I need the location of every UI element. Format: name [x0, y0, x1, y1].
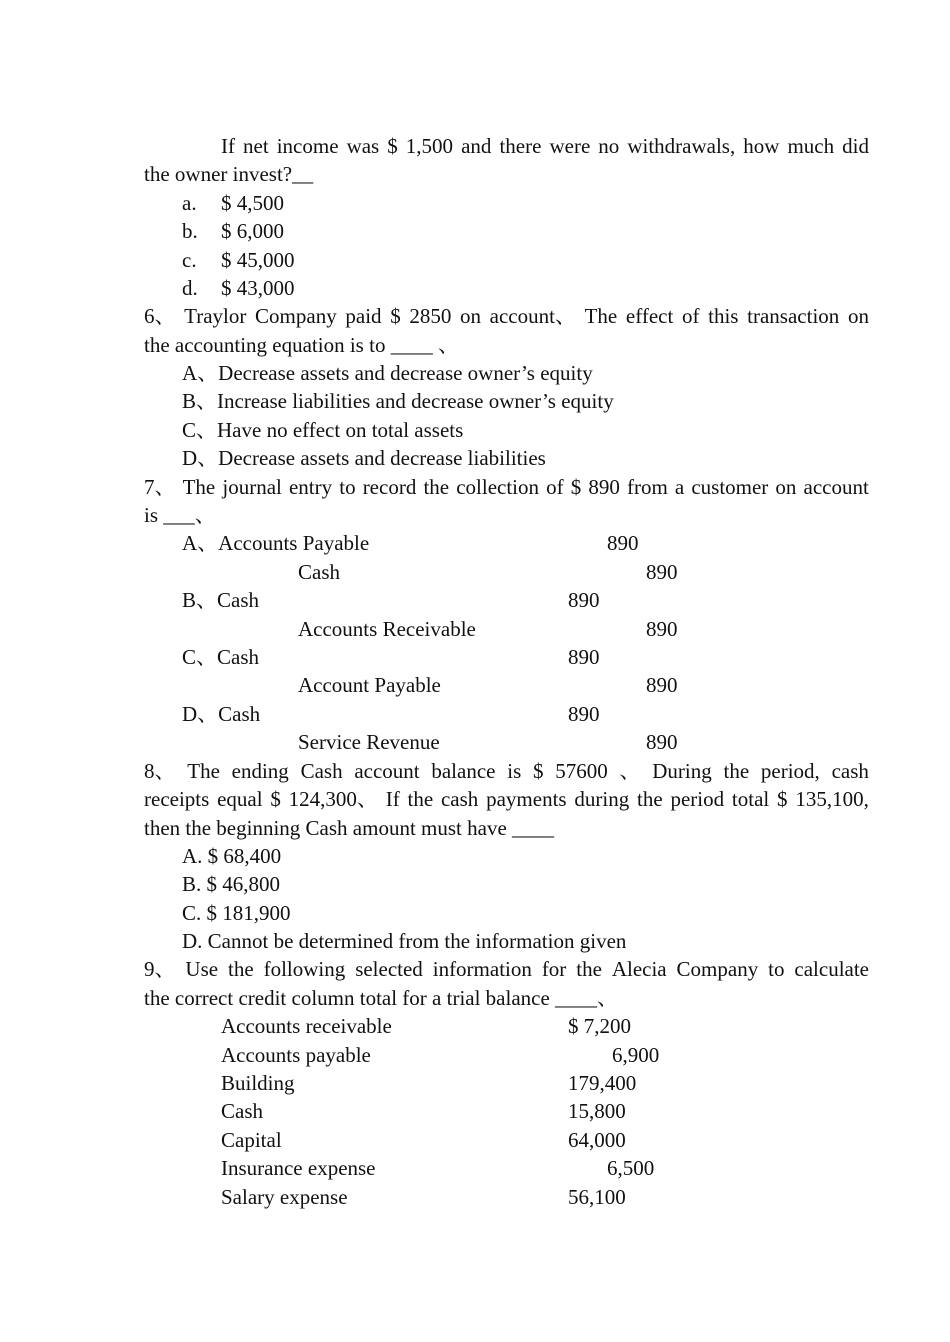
journal-credit-amount: 890 — [646, 617, 678, 641]
journal-debit-account: C、Cash — [182, 645, 260, 669]
journal-debit-amount: 890 — [568, 702, 600, 726]
q5-stem-line1: If net income was $ 1,500 and there were no withdrawals, how much did — [221, 134, 869, 158]
journal-debit-amount: 890 — [568, 645, 600, 669]
trial-balance-account: Capital — [221, 1128, 282, 1152]
q9-stem-line1: 9、 Use the following selected information for the Alecia Company to calculate — [144, 957, 869, 981]
q5-option-text: $ 43,000 — [221, 276, 295, 300]
q8-stem-line3: then the beginning Cash amount must have ____ — [144, 816, 555, 840]
journal-credit-amount: 890 — [646, 673, 678, 697]
journal-debit-amount: 890 — [568, 588, 600, 612]
q5-option-text: $ 6,000 — [221, 219, 284, 243]
trial-balance-amount: 15,800 — [568, 1099, 626, 1123]
q6-option: C、Have no effect on total assets — [182, 418, 464, 442]
q6-option: D、Decrease assets and decrease liabilities — [182, 446, 546, 470]
q6-stem-line2: the accounting equation is to ____ 、 — [144, 333, 459, 357]
q5-option-text: $ 4,500 — [221, 191, 284, 215]
trial-balance-amount: 6,500 — [607, 1156, 655, 1180]
trial-balance-account: Cash — [221, 1099, 263, 1123]
q7-stem-line2: is ___、 — [144, 503, 216, 527]
q8-option: C. $ 181,900 — [182, 901, 291, 925]
trial-balance-amount: 56,100 — [568, 1185, 626, 1209]
q6-stem-line1: 6、 Traylor Company paid $ 2850 on account、 The effect of this transaction on — [144, 304, 869, 328]
trial-balance-amount: 6,900 — [612, 1043, 660, 1067]
q5-option-letter: a. — [182, 191, 197, 215]
q5-option-letter: d. — [182, 276, 198, 300]
journal-debit-account: D、Cash — [182, 702, 261, 726]
q8-option: B. $ 46,800 — [182, 872, 281, 896]
journal-debit-account: A、Accounts Payable — [182, 531, 370, 555]
journal-credit-amount: 890 — [646, 730, 678, 754]
trial-balance-amount: $ 7,200 — [568, 1014, 631, 1038]
trial-balance-account: Building — [221, 1071, 295, 1095]
q8-option: D. Cannot be determined from the information given — [182, 929, 627, 953]
journal-credit-account: Cash — [298, 560, 340, 584]
q8-stem-line1: 8、 The ending Cash account balance is $ 57600 、 During the period, cash — [144, 759, 869, 783]
journal-credit-account: Service Revenue — [298, 730, 440, 754]
trial-balance-account: Insurance expense — [221, 1156, 376, 1180]
q5-stem-line2: the owner invest?__ — [144, 162, 314, 186]
journal-debit-account: B、Cash — [182, 588, 260, 612]
journal-credit-account: Account Payable — [298, 673, 441, 697]
q7-stem-line1: 7、 The journal entry to record the collection of $ 890 from a customer on account — [144, 475, 869, 499]
trial-balance-account: Accounts receivable — [221, 1014, 392, 1038]
journal-credit-account: Accounts Receivable — [298, 617, 476, 641]
q5-option-text: $ 45,000 — [221, 248, 295, 272]
q5-option-letter: c. — [182, 248, 197, 272]
q8-stem-line2: receipts equal $ 124,300、 If the cash payments during the period total $ 135,100, — [144, 787, 869, 811]
trial-balance-amount: 64,000 — [568, 1128, 626, 1152]
q6-option: A、Decrease assets and decrease owner’s equity — [182, 361, 593, 385]
trial-balance-amount: 179,400 — [568, 1071, 637, 1095]
q8-option: A. $ 68,400 — [182, 844, 282, 868]
q6-option: B、Increase liabilities and decrease owner’s equity — [182, 389, 614, 413]
journal-credit-amount: 890 — [646, 560, 678, 584]
journal-debit-amount: 890 — [607, 531, 639, 555]
trial-balance-account: Accounts payable — [221, 1043, 371, 1067]
q5-option-letter: b. — [182, 219, 198, 243]
q9-stem-line2: the correct credit column total for a trial balance ____、 — [144, 986, 619, 1010]
trial-balance-account: Salary expense — [221, 1185, 348, 1209]
